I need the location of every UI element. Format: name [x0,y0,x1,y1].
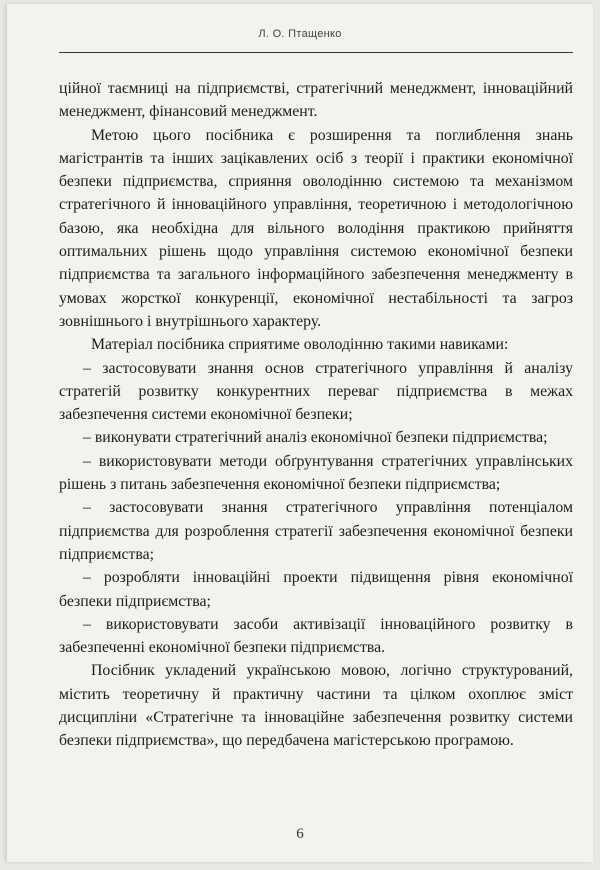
book-page [7,4,593,862]
paragraph-summary: Посібник укладений українською мовою, логічно структурований, містить теоретичну й практичну частини та цілком охоплює зміст дисципліни «Стратегічне та інноваційне забезпечення розвитку системи безпеки підприємства», що передбачена магістерською програмою. [59,662,573,750]
page-number: 6 [296,826,304,842]
skill-item: – застосовувати знання стратегічного управління потенціалом підприємства для розроблення стратегії забезпечення економічної безпеки підприємства; [59,499,573,563]
paragraph-skills-intro: Матеріал посібника сприятиме оволодінню такими навиками: [91,336,509,354]
skill-item: – розробляти інноваційні проекти підвищення рівня економічної безпеки підприємства; [59,569,573,610]
skill-item: – виконувати стратегічний аналіз економічної безпеки підприємства; [83,429,548,447]
header-rule [59,52,573,53]
body-text [59,77,573,753]
skill-item: – застосовувати знання основ стратегічного управління й аналізу стратегій розвитку конкурентних переваг підприємства в межах забезпечення системи економічної безпеки; [59,359,573,424]
paragraph-continued: ційної таємниці на підприємстві, стратегічний менеджмент, інноваційний менеджмент, фінансовий менеджмент. [59,80,573,121]
skill-item: – використовувати методи обґрунтування стратегічних управлінських рішень з питань забезпечення економічної безпеки підприємства; [59,452,573,494]
skill-item: – використовувати засоби активізації інноваційного розвитку в забезпеченні економічної безпеки підприємства. [59,615,573,657]
paragraph-purpose: Метою цього посібника є розширення та поглиблення знань магістрантів та інших зацікавлених осіб з теорії і практики економічної безпеки підприємства, сприяння оволодінню системою та механізмом стратегічного й інноваційного управління, теоретичною і методологічною базою, яка необхідна для вільного володіння практикою прийняття оптимальних рішень щодо управління системою економічної безпеки підприємства та загального інформаційного забезпечення менеджменту в умовах жорсткої конкуренції, економічної нестабільності та загроз зовнішнього і внутрішнього характеру. [59,126,573,330]
running-head: Л. О. Птащенко [258,28,342,40]
